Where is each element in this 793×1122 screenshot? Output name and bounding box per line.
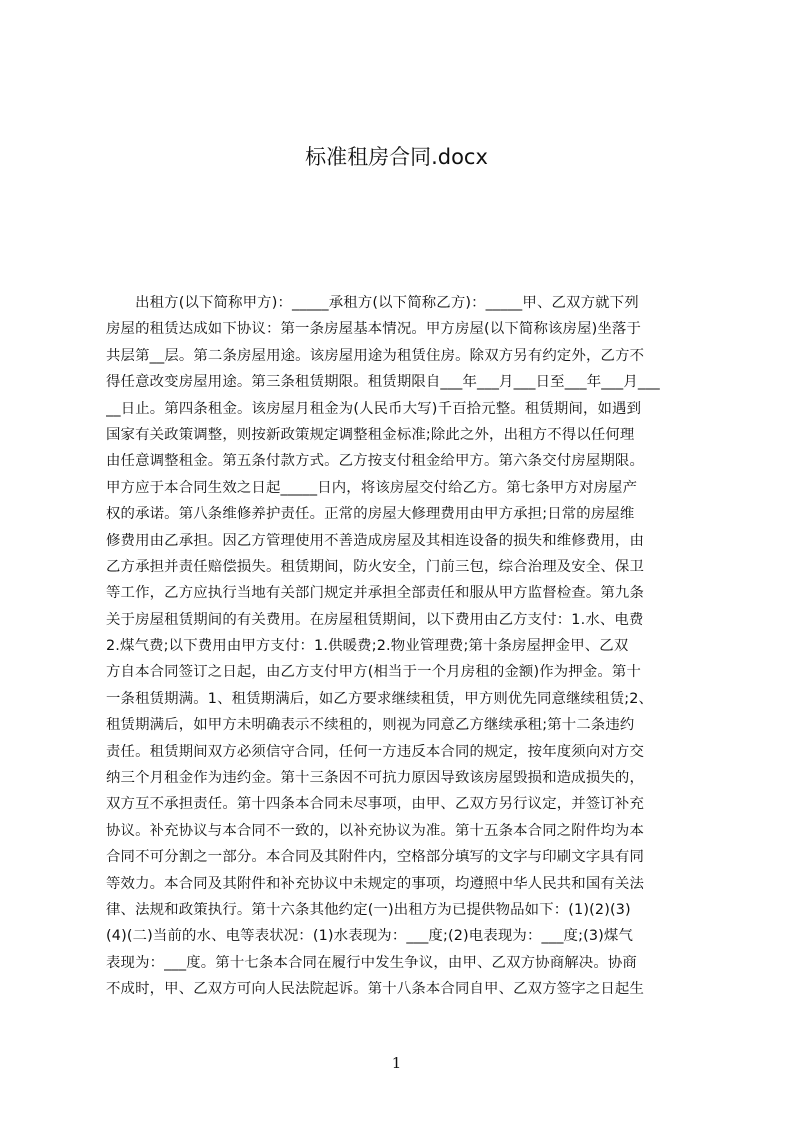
text-line: __日止。第四条租金。该房屋月租金为(人民币大写)千百拾元整。租赁期间，如遇到 (106, 400, 642, 417)
text-line: 关于房屋租赁期间的有关费用。在房屋租赁期间，以下费用由乙方支付：1.水、电费 (106, 611, 644, 628)
text-line: 方自本合同签订之日起，由乙方支付甲方(相当于一个月房租的金额)作为押金。第十 (106, 664, 641, 681)
text-line: 出租方(以下简称甲方)：_____承租方(以下简称乙方)：_____甲、乙双方就下列 (106, 295, 639, 311)
text-line: 律、法规和政策执行。第十六条其他约定(一)出租方为已提供物品如下：(1)(2)(3) (106, 901, 631, 918)
text-line: 国家有关政策调整，则按新政策规定调整租金标准;除此之外，出租方不得以任何理 (106, 426, 635, 443)
text-line: 得任意改变房屋用途。第三条租赁期限。租赁期限自___年___月___日至___年___月___ (106, 374, 660, 391)
text-line: 修费用由乙承担。因乙方管理使用不善造成房屋及其相连设备的损失和维修费用，由 (106, 532, 645, 549)
text-line: 协议。补充协议与本合同不一致的，以补充协议为准。第十五条本合同之附件均为本 (106, 822, 645, 839)
text-line: 乙方承担并责任赔偿损失。租赁期间，防火安全，门前三包，综合治理及安全、保卫 (106, 558, 645, 575)
text-line: 等工作，乙方应执行当地有关部门规定并承担全部责任和服从甲方监督检查。第九条 (106, 585, 645, 602)
text-line: 甲方应于本合同生效之日起_____日内，将该房屋交付给乙方。第七条甲方对房屋产 (106, 479, 638, 496)
text-line: 共层第__层。第二条房屋用途。该房屋用途为租赁住房。除双方另有约定外，乙方不 (106, 347, 645, 364)
document-title: 标准租房合同.docx (305, 145, 488, 169)
text-line: 表现为：___度。第十七条本合同在履行中发生争议，由甲、乙双方协商解决。协商 (106, 954, 637, 971)
text-line: 不成时，甲、乙双方可向人民法院起诉。第十八条本合同自甲、乙双方签字之日起生 (106, 981, 645, 998)
text-line: 纳三个月租金作为违约金。第十三条因不可抗力原因导致该房屋毁损和造成损失的， (106, 770, 645, 787)
text-line: 权的承诺。第八条维修养护责任。正常的房屋大修理费用由甲方承担;日常的房屋维 (106, 506, 635, 523)
text-line: 双方互不承担责任。第十四条本合同未尽事项，由甲、乙双方另行议定，并签订补充 (106, 796, 645, 813)
contract-body (106, 290, 702, 1003)
text-line: 责任。租赁期间双方必须信守合同，任何一方违反本合同的规定，按年度须向对方交 (106, 743, 645, 760)
text-line: (4)(二)当前的水、电等表状况：(1)水表现为：___度;(2)电表现为：___度;(3)煤气 (106, 928, 633, 945)
text-line: 房屋的租赁达成如下协议：第一条房屋基本情况。甲方房屋(以下简称该房屋)坐落于 (106, 321, 641, 338)
text-line: 一条租赁期满。1、租赁期满后，如乙方要求继续租赁，甲方则优先同意继续租赁;2、 (106, 690, 654, 707)
text-line: 由任意调整租金。第五条付款方式。乙方按支付租金给甲方。第六条交付房屋期限。 (106, 453, 645, 470)
text-line: 合同不可分割之一部分。本合同及其附件内，空格部分填写的文字与印刷文字具有同 (106, 849, 645, 866)
text-line: 2.煤气费;以下费用由甲方支付：1.供暖费;2.物业管理费;第十条房屋押金甲、乙双 (106, 638, 629, 655)
text-line: 等效力。本合同及其附件和补充协议中未规定的事项，均遵照中华人民共和国有关法 (106, 875, 645, 892)
page-number: 1 (391, 1054, 402, 1072)
text-line: 租赁期满后，如甲方未明确表示不续租的，则视为同意乙方继续承租;第十二条违约 (106, 717, 635, 734)
